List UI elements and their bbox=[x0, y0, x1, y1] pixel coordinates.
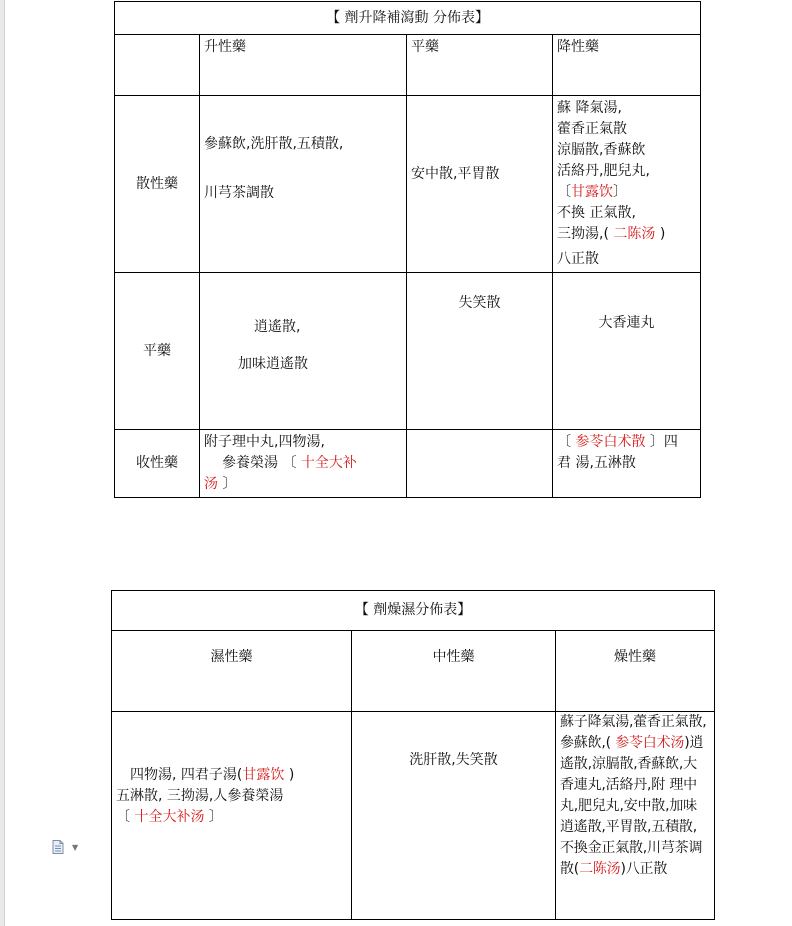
table2-cell-wet: 四物湯, 四君子湯(甘露饮 ) 五淋散, 三拗湯,人參養榮湯 〔 十全大补汤 〕 bbox=[112, 712, 352, 920]
table1-cell-astringe-fall: 〔 参苓白术散 〕四 君 湯,五淋散 bbox=[553, 430, 701, 498]
table2-header-dry: 燥性藥 bbox=[556, 631, 715, 712]
table1-cell-astringe-neutral bbox=[407, 430, 553, 498]
table1-row-label-neutral: 平藥 bbox=[115, 273, 200, 430]
table1-cell-neutral-neutral: 失笑散 bbox=[407, 273, 553, 430]
table1-row-label-disperse: 散性藥 bbox=[115, 96, 200, 273]
table1-title: 【 劑升降補瀉動 分佈表】 bbox=[115, 2, 701, 35]
table1-cell-neutral-fall: 大香連丸 bbox=[553, 273, 701, 430]
table1-cell-disperse-fall: 蘇 降氣湯, 藿香正氣散 涼膈散,香蘇飲 活絡丹,肥兒丸, 〔甘露饮〕 不換 正氣散, 三拗湯,( 二陈汤 ) 八正散 bbox=[553, 96, 701, 273]
table2-cell-neutral: 洗肝散,失笑散 bbox=[352, 712, 556, 920]
left-margin-line bbox=[4, 0, 5, 926]
chevron-down-icon[interactable]: ▼ bbox=[72, 843, 79, 852]
table-rise-fall bbox=[114, 1, 701, 498]
table1-cell-disperse-rise: 參蘇飲,洗肝散,五積散, 川芎茶調散 bbox=[200, 96, 407, 273]
table2-title: 【 劑燥濕分佈表】 bbox=[112, 591, 715, 631]
table1-corner bbox=[115, 35, 200, 96]
document-icon[interactable] bbox=[52, 840, 64, 854]
table2-header-wet: 濕性藥 bbox=[112, 631, 352, 712]
table1-row-label-astringe: 收性藥 bbox=[115, 430, 200, 498]
table-dry-wet bbox=[111, 590, 715, 920]
table1-header-rise: 升性藥 bbox=[200, 35, 407, 96]
table1-header-neutral: 平藥 bbox=[407, 35, 553, 96]
table1-cell-astringe-rise: 附子理中丸,四物湯, 參養榮湯 〔 十全大补 汤 〕 bbox=[200, 430, 407, 498]
table1-cell-neutral-rise: 逍遙散, 加味逍遙散 bbox=[200, 273, 407, 430]
table1-header-fall: 降性藥 bbox=[553, 35, 701, 96]
table1-cell-disperse-neutral: 安中散,平胃散 bbox=[407, 96, 553, 273]
table2-cell-dry: 蘇子降氣湯,藿香正氣散, 參蘇飲,( 参苓白术汤)逍遙散,涼膈散,香蘇飲,大香連丸,活絡丹,附 理中丸,肥兒丸,安中散,加味逍遙散,平胃散,五積散,不換金正氣散,川芎茶调散(二陈汤)八正散 bbox=[556, 712, 715, 920]
table2-header-neutral: 中性藥 bbox=[352, 631, 556, 712]
